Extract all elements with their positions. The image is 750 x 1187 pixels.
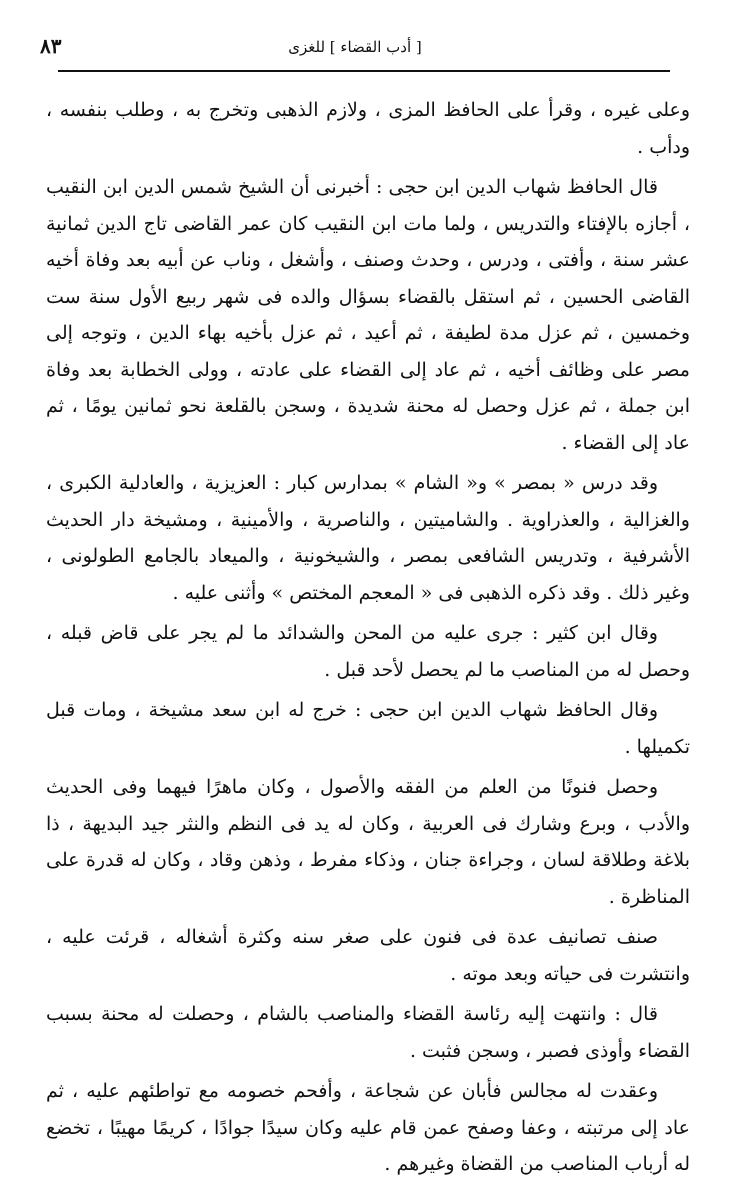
page-body [46,92,690,1187]
paragraph-8: قال : وانتهت إليه رئاسة القضاء والمناصب بالشام ، وحصلت له محنة بسبب القضاء وأوذى فصبر ، وسجن فثبت . [46,1003,690,1062]
paragraph-3: وقد درس « بمصر » و« الشام » بمدارس كبار : العزيزية ، والعادلية الكبرى ، والغزالية ، والعذراوية . والشاميتين ، والناصرية ، والأمينية ، ومشيخة دار الحديث الأشرفية ، وتدريس الشافعى بمصر ، والشيخونية ، والميعاد بالجامع الطولونى ، وغير ذلك . وقد ذكره الذهبى فى « المعجم المختص » وأثنى عليه . [46,472,690,604]
paragraph-1: وعلى غيره ، وقرأ على الحافظ المزى ، ولازم الذهبى وتخرج به ، وطلب بنفسه ، ودأب . [46,99,690,158]
header-rule [58,70,670,72]
paragraph-4: وقال ابن كثير : جرى عليه من المحن والشدائد ما لم يجر على قاض قبله ، وحصل له من المناصب ما لم يحصل لأحد قبل . [46,622,690,681]
paragraph-6: وحصل فنونًا من العلم من الفقه والأصول ، وكان ماهرًا فيهما وفى الحديث والأدب ، وبرع وشارك فى العربية ، وكان له يد فى النظم والنثر جيد البديهة ، ذا بلاغة وطلاقة لسان ، وجراءة جنان ، وذكاء مفرط ، وذهن وقاد ، وكان له قدرة على المناظرة . [46,776,690,908]
page-header [40,30,670,70]
paragraph-7: صنف تصانيف عدة فى فنون على صغر سنه وكثرة أشغاله ، قرئت عليه ، وانتشرت فى حياته وبعد موته . [46,926,690,985]
paragraph-5: وقال الحافظ شهاب الدين ابن حجى : خرج له ابن سعد مشيخة ، ومات قبل تكميلها . [46,699,690,758]
page-number: ٨٣ [40,34,62,58]
paragraph-9: وعقدت له مجالس فأبان عن شجاعة ، وأفحم خصومه مع تواطئهم عليه ، ثم عاد إلى مرتبته ، وعفا وصفح عمن قام عليه وكان سيدًا جوادًا ، كريمًا مهيبًا ، تخضع له أرباب المناصب من القضاة وغيرهم . [46,1080,690,1175]
paragraph-2: قال الحافظ شهاب الدين ابن حجى : أخبرنى أن الشيخ شمس الدين ابن النقيب ، أجازه بالإفتاء والتدريس ، ولما مات ابن النقيب كان عمر القاضى تاج الدين ثمانية عشر سنة ، وأفتى ، ودرس ، وحدث وصنف ، وأشغل ، وناب عن أبيه بعد وفاة أخيه القاضى الحسين ، ثم استقل بالقضاء بسؤال والده فى شهر ربيع الأول سنة ست وخمسين ، ثم عزل مدة لطيفة ، ثم أعيد ، ثم عزل بأخيه بهاء الدين ، وتوجه إلى مصر على وظائف أخيه ، ثم عاد إلى القضاء على عادته ، وولى الخطابة بعد وفاة ابن جملة ، ثم عزل وحصل له محنة شديدة ، وسجن بالقلعة نحو ثمانين يومًا ، ثم عاد إلى القضاء . [46,176,690,454]
running-title: [ أدب القضاء ] للغزى [288,38,422,56]
